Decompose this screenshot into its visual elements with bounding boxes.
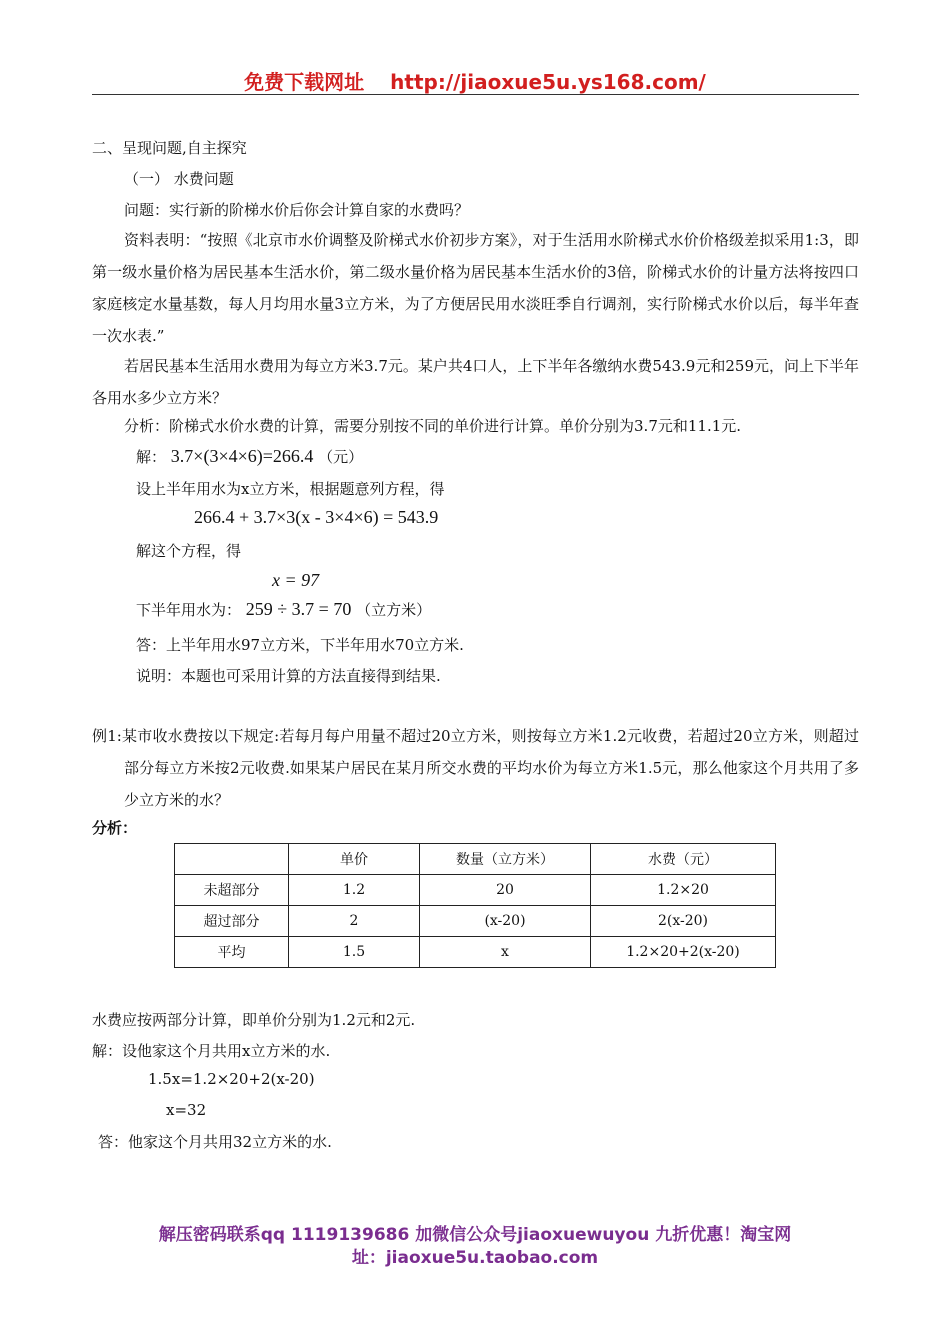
example-answer: 答：他家这个月共用32立方米的水. [98, 1133, 332, 1151]
solution-label: 解： [136, 448, 167, 466]
equation-1-unit: （元） [318, 448, 364, 466]
solve-statement: 解这个方程，得 [136, 542, 242, 560]
table-cell: 未超部分 [175, 875, 289, 906]
question-text: 问题：实行新的阶梯水价后你会计算自家的水费吗？ [124, 201, 470, 219]
header-url-link[interactable]: http://jiaoxue5u.ys168.com/ [390, 70, 706, 94]
table-cell: 20 [420, 875, 591, 906]
table-cell: 1.5 [289, 937, 420, 968]
example-solution-intro: 解：设他家这个月共用x立方米的水. [92, 1042, 331, 1060]
example-equation: 1.5x=1.2×20+2(x-20) [148, 1070, 315, 1088]
table-cell: 超过部分 [175, 906, 289, 937]
footer-line-2 [0, 1243, 950, 1268]
table-cell: 1.2×20+2(x-20) [591, 937, 776, 968]
answer-text: 答：上半年用水97立方米，下半年用水70立方米. [136, 636, 464, 654]
equation-3-unit: （立方米） [356, 601, 432, 619]
let-statement: 设上半年用水为x立方米，根据题意列方程，得 [136, 480, 445, 498]
equation-x: x = 97 [272, 570, 320, 590]
table-header-row [175, 844, 776, 875]
footer-shop-link[interactable]: 址：jiaoxue5u.taobao.com [351, 1248, 599, 1268]
table-header-cell [175, 844, 289, 875]
equation-3: 259 ÷ 3.7 = 70 [245, 599, 352, 619]
table-cell: 平均 [175, 937, 289, 968]
table-cell: 1.2×20 [591, 875, 776, 906]
page-header [0, 66, 950, 95]
section-subtitle: （一） 水费问题 [124, 170, 234, 188]
table-row [175, 937, 776, 968]
example-paragraph: 例1:某市收水费按以下规定:若每月每户用量不超过20立方米，则按每立方米1.2元收费，若超过20立方米，则超过部分每立方米按2元收费.如果某户居民在某月所交水费的平均水价为每立方米1.5元，那么他家这个月共用了多少立方米的水？ [92, 727, 859, 809]
header-label: 免费下载网址 [244, 70, 365, 94]
note-text: 说明：本题也可采用计算的方法直接得到结果. [136, 667, 441, 685]
footer-line-1: 解压密码联系qq 1119139686 加微信公众号jiaoxuewuyou 九折优惠！淘宝网 [158, 1225, 792, 1245]
table-cell: (x-20) [420, 906, 591, 937]
example-x: x=32 [166, 1101, 207, 1119]
table-cell: 2(x-20) [591, 906, 776, 937]
table-row [175, 875, 776, 906]
equation-2: 266.4 + 3.7×3(x - 3×4×6) = 543.9 [194, 507, 439, 527]
table-cell: x [420, 937, 591, 968]
example-note: 水费应按两部分计算，即单价分别为1.2元和2元. [92, 1011, 416, 1029]
solution-line-second [136, 599, 431, 620]
table-cell: 1.2 [289, 875, 420, 906]
price-table [174, 843, 776, 968]
table-cell: 2 [289, 906, 420, 937]
header-divider [92, 94, 859, 95]
example-analysis-label: 分析： [92, 819, 138, 837]
analysis-text: 分析：阶梯式水价水费的计算，需要分别按不同的单价进行计算。单价分别为3.7元和11.1元. [124, 417, 742, 435]
material-paragraph: 资料表明：“按照《北京市水价调整及阶梯式水价初步方案》，对于生活用水阶梯式水价价格级差拟采用1:3，即第一级水量价格为居民基本生活水价，第二级水量价格为居民基本生活水价的3倍，阶梯式水价的计量方法将按四口家庭核定水量基数，每人月均用水量3立方米，为了方便居民用水淡旺季自行调剂，实行阶梯式水价以后，每半年查一次水表.” [92, 231, 859, 345]
section-title: 二、呈现问题,自主探究 [92, 139, 247, 157]
equation-1: 3.7×(3×4×6)=266.4 [170, 446, 314, 466]
second-half-label: 下半年用水为： [136, 601, 242, 619]
table-header-cell: 数量（立方米） [420, 844, 591, 875]
table-row [175, 906, 776, 937]
problem-paragraph: 若居民基本生活用水费用为每立方米3.7元。某户共4口人，上下半年各缴纳水费543.9元和259元，问上下半年各用水多少立方米？ [92, 357, 859, 407]
table-header-cell: 水费（元） [591, 844, 776, 875]
table-header-cell: 单价 [289, 844, 420, 875]
solution-line-1 [136, 446, 363, 467]
